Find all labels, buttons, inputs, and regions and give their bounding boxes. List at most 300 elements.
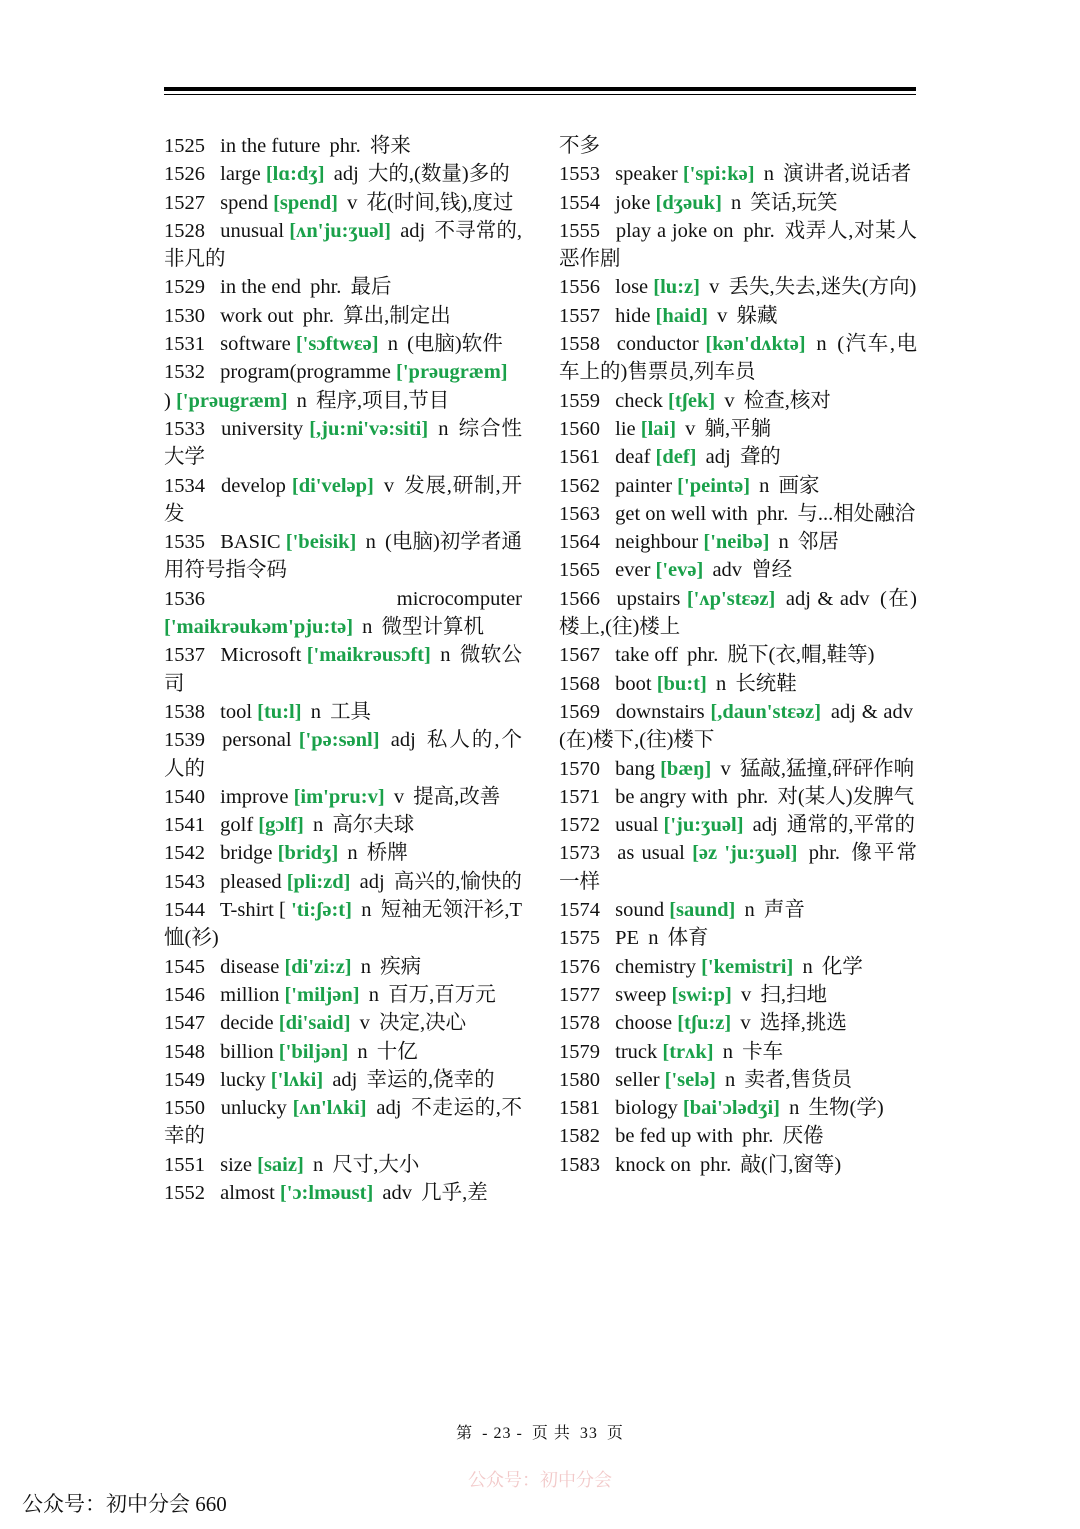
entry-word: pleased	[220, 870, 282, 893]
entry-number: 1561	[559, 446, 600, 469]
entry-word: )	[164, 389, 171, 412]
entry-pos: phr.	[329, 135, 361, 157]
entry-word: almost	[220, 1181, 275, 1204]
entry-definition: 不走运的,不幸的	[164, 1097, 523, 1148]
entry-definition: 最后	[350, 276, 392, 299]
vocab-entry	[164, 585, 522, 642]
entry-pos: phr.	[756, 502, 789, 525]
entry-definition: 工具	[330, 700, 372, 723]
vocab-entry	[559, 641, 917, 669]
entry-word: usual	[615, 814, 659, 837]
vocab-entry	[559, 160, 917, 188]
entry-word: choose	[615, 1012, 673, 1035]
vocab-entry	[164, 868, 522, 896]
entry-phonetic: [ʌn'ju:ʒuəl]	[289, 219, 391, 242]
entry-pos: adj	[390, 729, 416, 752]
vocab-entry	[559, 415, 917, 443]
entry-definition: 卖者,售货员	[744, 1068, 853, 1091]
entry-word: get on well with	[615, 502, 748, 525]
entry-definition: 通常的,平常的	[786, 814, 915, 837]
vocab-entry	[559, 556, 917, 584]
entry-phonetic: ['kemistri]	[701, 955, 794, 978]
entry-pos: adj & adv	[830, 700, 914, 723]
entry-number: 1572	[559, 814, 600, 837]
vocab-entry	[559, 330, 917, 387]
entry-pos: n	[361, 899, 372, 922]
vocab-entry	[559, 302, 917, 330]
entry-word: million	[220, 983, 280, 1006]
entry-number: 1576	[559, 955, 600, 978]
entry-definition: 综合性大学	[164, 417, 523, 469]
entry-definition: 厌倦	[782, 1125, 824, 1148]
vocab-entry	[559, 472, 917, 500]
entry-phonetic: [saund]	[669, 899, 736, 922]
entry-definition: 丢失,失去,迷失(方向)	[728, 276, 917, 299]
entry-phonetic: [trʌk]	[662, 1040, 714, 1063]
entry-definition: 桥牌	[366, 842, 408, 865]
entry-definition: 短袖无领汗衫,T 恤(衫)	[164, 899, 523, 950]
entry-word: seller	[615, 1068, 660, 1091]
entry-pos: n	[731, 191, 742, 214]
entry-number: 1571	[559, 785, 600, 808]
entry-number: 1565	[559, 559, 600, 582]
entry-definition: 对(某人)发脾气	[777, 785, 915, 808]
entry-phonetic: ['spi:kə]	[682, 163, 755, 186]
entry-number: 1573	[559, 842, 600, 865]
entry-word: in the end	[220, 276, 301, 299]
vocab-entry	[164, 387, 522, 415]
entry-number: 1531	[164, 333, 205, 356]
vocab-entry	[559, 387, 917, 415]
entry-phonetic: 'ti:ʃə:t]	[291, 899, 352, 922]
entry-phonetic: [tu:l]	[257, 700, 302, 723]
entry-definition: 长统鞋	[735, 672, 797, 695]
entry-phonetic: [lu:z]	[653, 276, 700, 299]
entry-pos: n	[387, 333, 398, 356]
entry-pos: adj	[376, 1097, 402, 1120]
entry-pos: n	[778, 531, 789, 554]
entry-pos: n	[722, 1040, 733, 1063]
entry-pos: v	[724, 389, 735, 412]
entry-pos: adj & adv	[785, 587, 870, 610]
entry-phonetic: ['selə]	[664, 1068, 716, 1091]
vocab-entry	[559, 783, 917, 811]
vocab-entry	[559, 1122, 917, 1150]
header-rule-thick	[164, 87, 916, 91]
entry-pos: n	[715, 672, 727, 695]
entry-pos: n	[725, 1068, 736, 1091]
entry-pos: v	[720, 757, 731, 780]
entry-word: large	[220, 163, 261, 186]
entry-definition: 脱下(衣,帽,鞋等)	[727, 644, 875, 667]
entry-pos: adv	[712, 559, 743, 582]
entry-pos: n	[312, 814, 324, 837]
entry-number: 1539	[164, 729, 205, 752]
entry-word: upstairs	[616, 587, 681, 610]
entry-pos: n	[360, 955, 371, 978]
entry-word: personal	[222, 729, 292, 752]
entry-word: ever	[615, 559, 651, 582]
entry-definition: 将来	[369, 135, 411, 157]
entry-definition: (电脑)软件	[407, 333, 503, 356]
vocab-entry	[164, 302, 522, 330]
entry-number: 1567	[559, 644, 600, 667]
vocab-entry	[559, 896, 917, 924]
entry-phonetic: [di'zi:z]	[284, 955, 352, 978]
vocab-entry	[559, 500, 917, 528]
entry-number: 1535	[164, 531, 205, 554]
entry-phonetic: [haid]	[655, 304, 708, 327]
footer-page-number: - 23 -	[482, 1425, 523, 1442]
entry-definition: 与...相处融洽	[797, 502, 916, 525]
entry-number: 1581	[559, 1097, 600, 1120]
entry-pos: n	[763, 163, 774, 186]
entry-word: decide	[220, 1012, 274, 1035]
entry-number: 1533	[164, 417, 205, 440]
entry-number: 1583	[559, 1153, 600, 1176]
entry-phonetic: [pli:zd]	[286, 870, 351, 893]
vocab-entry	[559, 924, 917, 952]
entry-number: 1574	[559, 899, 600, 922]
entry-definition: 邻居	[797, 531, 839, 554]
entry-word: size	[220, 1153, 252, 1176]
entry-phonetic: [bu:t]	[656, 672, 707, 695]
entry-pos: n	[438, 417, 449, 440]
entry-phonetic: [tʃek]	[668, 389, 716, 412]
vocab-entry	[164, 1009, 522, 1037]
entry-word: conductor	[616, 333, 699, 356]
entry-definition: 戏弄人,对某人恶作剧	[559, 219, 917, 271]
entry-pos: adj	[333, 163, 359, 186]
vocab-entry	[559, 217, 917, 274]
entry-phonetic: [spend]	[273, 191, 339, 214]
entry-definition: 笑话,玩笑	[750, 191, 838, 214]
entry-phonetic: [,daun'stɛəz]	[710, 700, 822, 723]
vocab-entry	[559, 443, 917, 471]
entry-pos: adv	[382, 1181, 413, 1204]
entry-definition: 提高,改善	[413, 785, 501, 808]
entry-number: 1557	[559, 304, 600, 327]
entry-phonetic: ['prəugræm]	[175, 389, 288, 412]
entry-number: 1537	[164, 644, 205, 667]
entry-number: 1569	[559, 700, 600, 723]
entry-number: 1575	[559, 927, 600, 950]
entry-definition: 大的,(数量)多的	[367, 163, 510, 186]
entry-definition: 生物(学)	[808, 1097, 884, 1120]
vocab-entry	[164, 1094, 522, 1151]
entry-word: bang	[615, 757, 655, 780]
entry-word: disease	[220, 955, 280, 978]
vocab-column-right	[559, 132, 917, 1179]
entry-phonetic: ['peintə]	[677, 474, 751, 497]
entry-number: 1542	[164, 842, 205, 865]
entry-phonetic: [im'pru:v]	[293, 785, 385, 808]
entry-definition: (在)楼下,(往)楼下	[559, 729, 715, 752]
vocab-entry	[164, 839, 522, 867]
entry-word: as usual	[617, 842, 685, 865]
entry-phonetic: ['ʌp'stɛəz]	[686, 587, 776, 610]
entry-definition: 画家	[778, 474, 820, 497]
entry-number: 1543	[164, 870, 205, 893]
entry-number: 1526	[164, 163, 205, 186]
entry-definition: 不寻常的,非凡的	[164, 219, 523, 271]
entry-phonetic: ['sɔftwɛə]	[295, 333, 379, 356]
entry-phonetic: [lai]	[640, 417, 677, 440]
entry-word: downstairs	[615, 700, 705, 723]
entry-pos: n	[802, 955, 813, 978]
entry-phonetic: [,ju:ni'və:siti]	[309, 417, 429, 440]
entry-pos: phr.	[742, 1125, 774, 1148]
entry-pos: n	[789, 1097, 800, 1120]
entry-number: 1554	[559, 191, 600, 214]
entry-number: 1547	[164, 1012, 205, 1035]
entry-word: sweep	[615, 983, 667, 1006]
entry-pos: v	[717, 304, 728, 327]
entry-number: 1568	[559, 672, 600, 695]
entry-word: check	[615, 389, 663, 412]
entry-word: develop	[220, 474, 286, 497]
entry-phonetic: [ʌn'lʌki]	[292, 1097, 367, 1120]
entry-definition: 不多	[559, 135, 600, 157]
entry-number: 1541	[164, 814, 205, 837]
entry-pos: n	[347, 842, 358, 865]
entry-pos: n	[362, 616, 373, 639]
entry-pos: phr.	[808, 842, 841, 865]
entry-word: in the future	[220, 135, 321, 157]
entry-pos: phr.	[736, 785, 769, 808]
entry-phonetic: [def]	[655, 446, 697, 469]
entry-definition: 体育	[667, 927, 709, 950]
vocab-entry	[559, 1038, 917, 1066]
vocab-entry	[559, 528, 917, 556]
watermark: 公众号：初中分会	[468, 1470, 612, 1490]
entry-number: 1559	[559, 389, 600, 412]
vocab-entry	[559, 755, 917, 783]
entry-word: take off	[615, 644, 678, 667]
vocab-entry	[164, 981, 522, 1009]
entry-definition: 躲藏	[736, 304, 778, 327]
entry-number: 1582	[559, 1125, 600, 1148]
vocab-entry	[164, 1038, 522, 1066]
entry-word: be fed up with	[615, 1125, 733, 1148]
vocab-entry	[559, 1066, 917, 1094]
vocab-entry	[164, 1179, 522, 1207]
entry-phonetic: [lɑ:dʒ]	[265, 163, 325, 186]
entry-phonetic: [bridʒ]	[277, 842, 339, 865]
entry-phonetic: ['biljən]	[278, 1040, 349, 1063]
vocab-entry	[164, 1151, 522, 1179]
entry-word: boot	[615, 672, 652, 695]
entry-definition: 聋的	[739, 446, 781, 469]
entry-definition: 微型计算机	[381, 616, 485, 639]
vocab-entry	[164, 953, 522, 981]
entry-definition: 发展,研制,开发	[164, 474, 522, 525]
entry-number: 1563	[559, 502, 600, 525]
entry-number: 1528	[164, 219, 205, 242]
vocab-entry	[164, 472, 522, 529]
entry-phonetic: [əz 'ju:ʒuəl]	[692, 842, 798, 865]
vocab-entry	[164, 273, 522, 301]
entry-number: 1552	[164, 1181, 205, 1204]
entry-pos: adj	[400, 219, 426, 242]
vocab-entry	[164, 1066, 522, 1094]
entry-word: improve	[220, 785, 289, 808]
entry-number: 1536	[164, 587, 205, 610]
entry-pos: n	[365, 531, 376, 554]
entry-word: spend	[220, 191, 268, 214]
vocab-entry	[559, 981, 917, 1009]
vocab-entry	[164, 415, 522, 472]
vocab-entry	[559, 953, 917, 981]
vocab-entry	[559, 1151, 917, 1179]
entry-pos: n	[744, 899, 755, 922]
entry-number: 1532	[164, 361, 205, 384]
vocab-entry	[559, 273, 917, 301]
vocab-entry	[164, 811, 522, 839]
vocab-entry	[559, 585, 917, 642]
entry-phonetic: [bai'ɔlədʒi]	[682, 1097, 780, 1120]
entry-pos: v	[685, 417, 696, 440]
vocab-entry	[559, 1094, 917, 1122]
entry-definition: 像平常一样	[559, 842, 918, 893]
entry-number: 1545	[164, 955, 205, 978]
entry-pos: v	[393, 785, 405, 808]
vocab-entry	[559, 132, 917, 160]
footer-total-pages: 33	[579, 1425, 598, 1442]
entry-phonetic: ['pə:sənl]	[298, 729, 380, 752]
entry-pos: n	[296, 389, 307, 412]
entry-definition: 卡车	[742, 1040, 784, 1063]
entry-number: 1551	[164, 1153, 205, 1176]
entry-phonetic: [bæŋ]	[660, 757, 712, 780]
vocab-entry	[164, 726, 522, 783]
vocab-entry	[164, 783, 522, 811]
entry-word: play a joke on	[615, 219, 734, 242]
entry-definition: 疾病	[380, 955, 422, 978]
entry-word: tool	[220, 700, 253, 723]
entry-number: 1579	[559, 1040, 600, 1063]
entry-phonetic: [tʃu:z]	[677, 1012, 732, 1035]
entry-phonetic: [gɔlf]	[258, 814, 304, 837]
entry-definition: 决定,决心	[379, 1012, 467, 1035]
vocab-entry	[559, 698, 917, 755]
entry-number: 1534	[164, 474, 205, 497]
entry-pos: phr.	[743, 219, 775, 242]
vocab-entry	[164, 896, 522, 953]
entry-definition: 尺寸,大小	[332, 1153, 420, 1176]
entry-pos: n	[816, 333, 827, 356]
vocab-entry	[559, 811, 917, 839]
entry-definition: 微软公司	[164, 644, 522, 695]
vocab-entry	[164, 217, 522, 274]
entry-definition: 高兴的,愉快的	[393, 870, 522, 893]
entry-pos: phr.	[310, 276, 342, 299]
entry-pos: v	[740, 1012, 751, 1035]
entry-word: lie	[615, 417, 636, 440]
entry-definition: 高尔夫球	[332, 814, 415, 837]
entry-number: 1578	[559, 1012, 600, 1035]
entry-definition: 花(时间,钱),度过	[366, 191, 514, 214]
entry-number: 1556	[559, 276, 600, 299]
entry-pos: n	[440, 644, 451, 667]
entry-definition: 十亿	[376, 1040, 418, 1063]
entry-phonetic: [dʒəuk]	[655, 191, 722, 214]
entry-number: 1562	[559, 474, 600, 497]
entry-pos: v	[709, 276, 720, 299]
entry-phonetic: [saiz]	[257, 1153, 304, 1176]
entry-word: BASIC	[220, 531, 281, 554]
entry-number: 1529	[164, 276, 205, 299]
entry-phonetic: ['beisik]	[285, 531, 357, 554]
entry-word: unusual	[220, 219, 285, 242]
vocab-entry	[164, 132, 522, 160]
entry-phonetic: [di'veləp]	[291, 474, 374, 497]
entry-word: joke	[615, 191, 651, 214]
entry-definition: (在)楼上,(往)楼上	[559, 587, 917, 639]
entry-number: 1580	[559, 1068, 600, 1091]
entry-number: 1527	[164, 191, 205, 214]
vocab-entry	[559, 189, 917, 217]
entry-number: 1548	[164, 1040, 205, 1063]
entry-pos: v	[347, 191, 358, 214]
entry-pos: v	[359, 1012, 370, 1035]
vocab-entry	[559, 1009, 917, 1037]
entry-word: neighbour	[615, 531, 699, 554]
entry-pos: n	[759, 474, 770, 497]
page-footer	[0, 1420, 1080, 1443]
entry-word: unlucky	[220, 1097, 287, 1120]
entry-word: lose	[615, 276, 649, 299]
entry-number: 1553	[559, 163, 600, 186]
vocab-entry	[559, 670, 917, 698]
header-rule-thin	[164, 94, 916, 95]
entry-word: microcomputer	[396, 587, 522, 610]
entry-definition: 程序,项目,节目	[316, 389, 450, 412]
entry-definition: (汽车,电车上的)售票员,列车员	[559, 333, 918, 384]
entry-number: 1560	[559, 417, 600, 440]
entry-word: golf	[220, 814, 254, 837]
vocab-entry	[164, 160, 522, 188]
entry-phonetic: ['ɔ:lməust]	[279, 1181, 374, 1204]
vocab-column-left	[164, 132, 522, 1207]
entry-word: Microsoft	[220, 644, 302, 667]
entry-number: 1566	[559, 587, 600, 610]
account-label: 公众号：初中分会 660	[22, 1492, 227, 1516]
entry-pos: adj	[332, 1068, 358, 1091]
entry-pos: n	[312, 1153, 324, 1176]
entry-phonetic: ['lʌki]	[270, 1068, 324, 1091]
entry-pos: n	[310, 700, 321, 723]
entry-word: painter	[615, 474, 673, 497]
entry-number: 1549	[164, 1068, 205, 1091]
entry-word: truck	[615, 1040, 658, 1063]
footer-mid: 页 共	[531, 1425, 571, 1442]
entry-definition: 扫,扫地	[760, 983, 827, 1006]
entry-number: 1564	[559, 531, 600, 554]
entry-definition: 算出,制定出	[343, 304, 451, 327]
entry-word: billion	[220, 1040, 274, 1063]
entry-word: T-shirt [	[219, 899, 286, 922]
entry-pos: n	[357, 1040, 368, 1063]
entry-definition: 敲(门,窗等)	[740, 1153, 842, 1176]
entry-number: 1577	[559, 983, 600, 1006]
entry-word: deaf	[615, 446, 651, 469]
entry-pos: n	[368, 983, 380, 1006]
entry-number: 1570	[559, 757, 600, 780]
entry-pos: n	[648, 927, 659, 950]
entry-pos: phr.	[699, 1153, 732, 1176]
entry-word: knock on	[615, 1153, 691, 1176]
